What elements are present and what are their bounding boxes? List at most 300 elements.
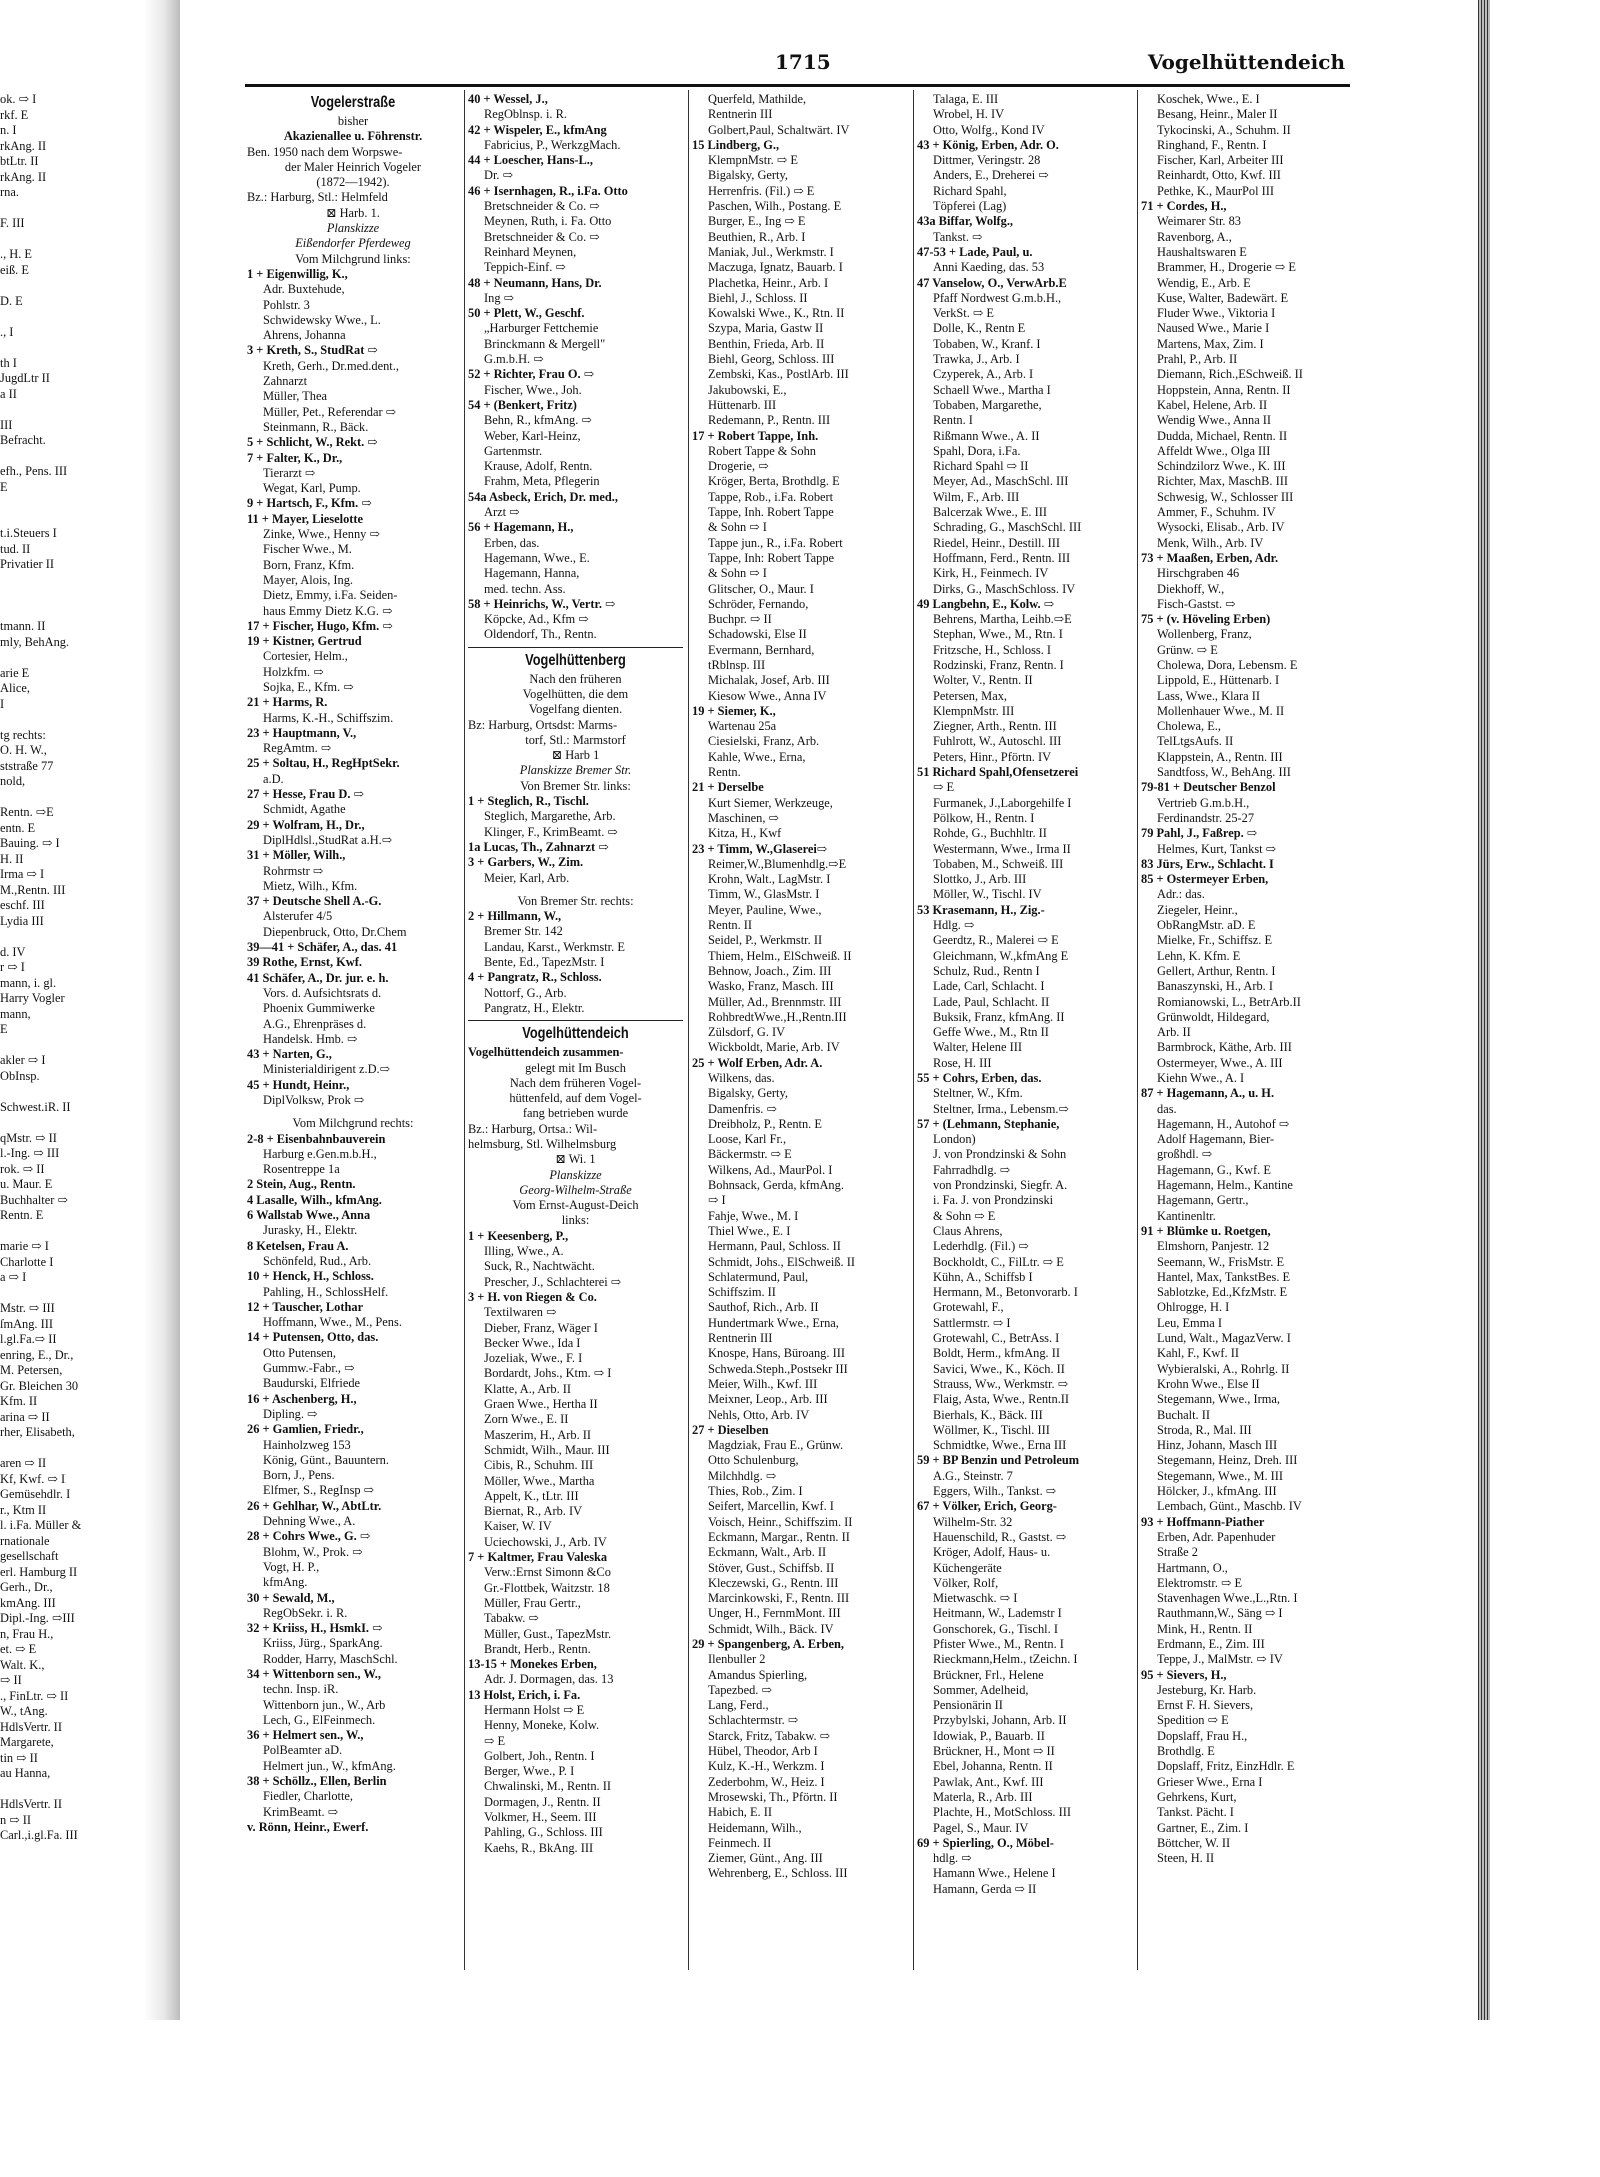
- entry-line: Hainholzweg 153: [263, 1437, 351, 1452]
- fragment-line: Bauing. ⇨ I: [0, 836, 60, 850]
- fragment-line: [0, 573, 95, 589]
- entry-line: Tankst. ⇨: [933, 229, 983, 244]
- house-number-entry: 7 + Kaltmer, Frau Valeska: [468, 1550, 608, 1565]
- fragment-line: rkf. E: [0, 107, 29, 122]
- column-5: [1141, 92, 1353, 1972]
- street-note: Vom Ernst-August-Deich: [512, 1198, 639, 1213]
- entry-line: Ohlrogge, H. I: [1157, 1300, 1230, 1315]
- entry-line: KlempnMstr. III: [933, 703, 1015, 718]
- entry-line: Kröger, Berta, Brothdlg. E: [708, 474, 840, 489]
- entry-line: Meier, Karl, Arb.: [484, 870, 570, 885]
- fragment-line: btLtr. II: [0, 154, 39, 168]
- street-note: torf, Stl.: Marmstorf: [525, 732, 626, 747]
- entry-line: Wegat, Karl, Pump.: [263, 481, 361, 496]
- entry-line: Savici, Wwe., K., Köch. II: [933, 1361, 1065, 1376]
- entry-line: Ebel, Johanna, Rentn. II: [933, 1759, 1053, 1774]
- house-number-entry: 26 + Gehlhar, W., AbtLtr.: [247, 1498, 382, 1513]
- column-divider: [464, 90, 465, 1970]
- fragment-line: [0, 232, 95, 248]
- entry-line: Zülsdorf, G. IV: [708, 1025, 786, 1040]
- entry-line: Klappstein, A., Rentn. III: [1157, 749, 1283, 764]
- entry-line: Ostermeyer, Wwe., A. III: [1157, 1055, 1283, 1070]
- entry-line: Biehl, J., Schloss. II: [708, 290, 808, 305]
- house-number-entry: 43 + Narten, G.,: [247, 1047, 332, 1062]
- entry-line: Fuhlrott, W., Autoschl. III: [933, 734, 1062, 749]
- entry-line: Bigalsky, Gerty,: [708, 1086, 788, 1101]
- entry-line: Menk, Wilh., Arb. IV: [1157, 535, 1264, 550]
- fragment-line: Mstr. ⇨ III: [0, 1301, 55, 1315]
- fragment-line: n, Frau H.,: [0, 1626, 54, 1641]
- entry-line: Ministerialdirigent z.D.⇨: [263, 1062, 391, 1077]
- entry-line: Wilm, F., Arb. III: [933, 489, 1020, 504]
- fragment-line: [0, 511, 95, 527]
- entry-line: Amandus Spierling,: [708, 1667, 808, 1682]
- fragment-line: l.-Ing. ⇨ III: [0, 1146, 60, 1160]
- entry-line: Weber, Karl-Heinz,: [484, 428, 581, 443]
- house-number-entry: 49 Langbehn, E., Kolw. ⇨: [917, 596, 1055, 611]
- entry-line: Zinke, Wwe., Henny ⇨: [263, 527, 380, 542]
- entry-line: Heitmann, W., Lademstr I: [933, 1606, 1062, 1621]
- fragment-line: Kfm. II: [0, 1394, 38, 1408]
- entry-line: Harms, K.-H., Schiffszim.: [263, 710, 394, 725]
- entry-line: Hagemann, Helm., Kantine: [1157, 1178, 1293, 1193]
- entry-line: Stavenhagen Wwe.,L.,Rtn. I: [1157, 1591, 1298, 1606]
- entry-line: Paschen, Wilh., Postang. E: [708, 199, 842, 214]
- street-note: Planskizze: [549, 1167, 602, 1182]
- entry-line: techn. Insp. iR.: [263, 1682, 339, 1697]
- fragment-line: Dipl.-Ing. ⇨III: [0, 1611, 75, 1625]
- house-number-entry: 53 Krasemann, H., Zig.-: [917, 902, 1045, 917]
- entry-line: Tabakw. ⇨: [484, 1611, 539, 1626]
- entry-line: Tykocinski, A., Schuhm. II: [1157, 122, 1291, 137]
- entry-line: Hoffmann, Wwe., M., Pens.: [263, 1315, 402, 1330]
- fragment-line: Gemüsehdlr. I: [0, 1487, 71, 1501]
- entry-line: Wrobel, H. IV: [933, 107, 1005, 122]
- house-number-entry: 71 + Cordes, H.,: [1141, 199, 1227, 214]
- entry-line: Tobaben, Margarethe,: [933, 397, 1042, 412]
- house-number-entry: 4 Lasalle, Wilh., kfmAng.: [247, 1192, 382, 1207]
- entry-line: Brinckmann & Mergell": [484, 336, 606, 351]
- fragment-line: eschf. III: [0, 898, 45, 912]
- entry-line: Hoffmann, Ferd., Rentn. III: [933, 550, 1071, 565]
- entry-line: Tapezbed. ⇨: [708, 1682, 772, 1697]
- entry-line: Flaig, Asta, Wwe., Rentn.II: [933, 1392, 1070, 1407]
- entry-line: Möller, W., Tischl. IV: [933, 887, 1042, 902]
- entry-line: Born, Franz, Kfm.: [263, 557, 355, 572]
- fragment-line: ok. ⇨ I: [0, 92, 37, 106]
- fragment-line: qMstr. ⇨ II: [0, 1130, 57, 1145]
- entry-line: Querfeld, Mathilde,: [708, 92, 807, 106]
- entry-line: Pohlstr. 3: [263, 297, 310, 312]
- fragment-line: M. Petersen,: [0, 1363, 63, 1377]
- entry-line: Dehning Wwe., A.: [263, 1514, 356, 1529]
- entry-line: Tierarzt ⇨: [263, 465, 316, 480]
- entry-line: Rauthmann,W., Säng ⇨ I: [1157, 1606, 1283, 1621]
- entry-line: DiplVolksw, Prok ⇨: [263, 1093, 365, 1107]
- entry-line: Kühn, A., Schiffsb I: [933, 1269, 1033, 1284]
- house-number-entry: 46 + Isernhagen, R., i.Fa. Otto: [468, 183, 628, 198]
- street-note: Eißendorfer Pferdeweg: [295, 236, 411, 251]
- entry-line: Hübel, Theodor, Arb I: [708, 1744, 818, 1759]
- entry-line: Möller, Wwe., Martha: [484, 1473, 595, 1488]
- entry-line: Sommer, Adelheid,: [933, 1682, 1029, 1697]
- entry-line: a.D.: [263, 771, 284, 786]
- entry-line: von Prondzinski, Siegfr. A.: [933, 1178, 1068, 1193]
- entry-line: Spedition ⇨ E: [1157, 1713, 1229, 1728]
- entry-line: & Sohn ⇨ I: [708, 566, 767, 581]
- house-number-entry: 19 + Kistner, Gertrud: [247, 634, 362, 649]
- street-note: fang betrieben wurde: [522, 1106, 629, 1121]
- entry-line: Fritzsche, H., Schloss. I: [933, 642, 1052, 657]
- entry-line: Walter, Helene III: [933, 1040, 1022, 1055]
- entry-line: J. von Prondzinski & Sohn: [933, 1147, 1067, 1162]
- entry-line: Appelt, K., tLtr. III: [484, 1488, 579, 1503]
- house-number-entry: 83 Jürs, Erw., Schlacht. I: [1141, 856, 1274, 871]
- spacer: [247, 1108, 459, 1116]
- entry-line: Fabricius, P., WerkzgMach.: [484, 137, 621, 152]
- entry-line: Steltner, Irma., Lebensm.⇨: [933, 1101, 1069, 1116]
- house-number-entry: 23 + Timm, W.,Glaserei⇨: [692, 841, 828, 856]
- entry-line: Steltner, W., Kfm.: [933, 1086, 1023, 1101]
- street-note: ⊠ Harb. 1.: [326, 205, 380, 220]
- entry-line: Ilenbuller 2: [708, 1652, 766, 1667]
- column-3: [692, 92, 908, 1972]
- entry-line: Anni Kaeding, das. 53: [933, 260, 1045, 275]
- fragment-line: F. III: [0, 216, 25, 230]
- fragment-line: l. i.Fa. Müller &: [0, 1518, 82, 1532]
- entry-line: Pahling, G., Schloss. III: [484, 1825, 603, 1840]
- entry-line: Gartner, E., Zim. I: [1157, 1820, 1249, 1835]
- entry-line: TelLtgsAufs. II: [1157, 734, 1234, 749]
- house-number-entry: 6 Wallstab Wwe., Anna: [247, 1208, 371, 1223]
- house-number-entry: 4 + Pangratz, R., Schloss.: [468, 970, 602, 985]
- entry-line: Steen, H. II: [1157, 1851, 1215, 1866]
- fragment-line: [0, 1084, 95, 1100]
- entry-line: Hirschgraben 46: [1157, 566, 1240, 581]
- entry-line: Hölcker, J., kfmAng. III: [1157, 1484, 1277, 1499]
- entry-line: Naused Wwe., Marie I: [1157, 321, 1270, 336]
- entry-line: kfmAng.: [263, 1575, 308, 1590]
- house-number-entry: 43a Biffar, Wolfg.,: [917, 214, 1014, 229]
- fragment-line: [0, 402, 95, 418]
- fragment-line: [0, 495, 95, 511]
- house-number-entry: 28 + Cohrs Wwe., G. ⇨: [247, 1529, 371, 1544]
- fragment-line: eiß. E: [0, 262, 29, 277]
- entry-line: Phoenix Gummiwerke: [263, 1001, 375, 1016]
- fragment-line: tg rechts:: [0, 727, 46, 742]
- house-number-entry: 14 + Putensen, Otto, das.: [247, 1330, 379, 1345]
- entry-line: Kulz, K.-H., Werkzm. I: [708, 1759, 825, 1774]
- fragment-line: [0, 1286, 95, 1302]
- fragment-line: M.,Rentn. III: [0, 882, 66, 897]
- fragment-line: arina ⇨ II: [0, 1409, 50, 1424]
- entry-line: Cibis, R., Schuhm. III: [484, 1458, 594, 1473]
- entry-line: Thies, Rob., Zim. I: [708, 1484, 803, 1499]
- fragment-line: rher, Elisabeth,: [0, 1425, 75, 1439]
- entry-line: Wartenau 25a: [708, 719, 777, 734]
- entry-line: Buchalt. II: [1157, 1407, 1210, 1422]
- entry-line: Rentn. I: [933, 413, 973, 428]
- house-number-entry: 3 + Garbers, W., Zim.: [468, 855, 584, 870]
- entry-line: Geerdtz, R., Malerei ⇨ E: [933, 933, 1059, 948]
- entry-line: Eckmann, Walt., Arb. II: [708, 1545, 827, 1560]
- entry-line: RegAmtm. ⇨: [263, 741, 332, 756]
- entry-line: Claus Ahrens,: [933, 1223, 1003, 1238]
- entry-line: Eckmann, Margar., Rentn. II: [708, 1529, 850, 1544]
- entry-line: Sojka, E., Kfm. ⇨: [263, 679, 354, 694]
- entry-line: Hauenschild, R., Gastst. ⇨: [933, 1529, 1067, 1544]
- entry-line: Hagemann, Hanna,: [484, 566, 580, 581]
- fragment-line: marie ⇨ I: [0, 1239, 49, 1253]
- entry-line: Tappe, Inh: Robert Tappe: [708, 550, 835, 565]
- entry-line: ⇨ E: [933, 780, 955, 795]
- house-number-entry: v. Rönn, Heinr., Ewerf.: [247, 1819, 369, 1834]
- house-number-entry: 79-81 + Deutscher Benzol: [1141, 780, 1276, 795]
- entry-line: VerkSt. ⇨ E: [933, 306, 994, 321]
- entry-line: Graen Wwe., Hertha II: [484, 1397, 598, 1412]
- entry-line: Wendig, E., Arb. E: [1157, 275, 1251, 290]
- entry-line: Wasko, Franz, Masch. III: [708, 979, 834, 994]
- entry-line: Robert Tappe & Sohn: [708, 443, 816, 458]
- entry-line: Czyperek, A., Arb. I: [933, 367, 1034, 382]
- entry-line: Rieckmann,Helm., tZeichn. I: [933, 1652, 1078, 1667]
- entry-line: Bretschneider & Co. ⇨: [484, 229, 600, 244]
- entry-line: Rentnerin III: [708, 107, 773, 122]
- entry-line: KlempnMstr. ⇨ E: [708, 153, 798, 168]
- entry-line: Rodzinski, Franz, Rentn. I: [933, 657, 1064, 672]
- entry-line: Bockholdt, C., FilLtr. ⇨ E: [933, 1254, 1064, 1269]
- entry-line: Adr.: das.: [1157, 887, 1205, 902]
- house-number-entry: 50 + Plett, W., Geschf.: [468, 306, 585, 321]
- entry-line: Volkmer, H., Seem. III: [484, 1810, 597, 1825]
- entry-line: Habich, E. II: [708, 1805, 772, 1820]
- street-note: Vogelhütten, die dem: [522, 686, 629, 701]
- entry-line: Dolle, K., Rentn E: [933, 321, 1026, 336]
- entry-line: Leu, Emma I: [1157, 1315, 1223, 1330]
- entry-line: Wollenberg, Franz,: [1157, 627, 1252, 642]
- fragment-line: HdlsVertr. II: [0, 1797, 62, 1811]
- entry-line: Sandtfoss, W., BehAng. III: [1157, 765, 1291, 780]
- entry-line: Dirks, G., MaschSchloss. IV: [933, 581, 1076, 596]
- entry-line: König, Günt., Bauuntern.: [263, 1452, 389, 1467]
- column-2: [468, 92, 683, 1972]
- header-rule: [245, 84, 1350, 87]
- entry-line: Böttcher, W. II: [1157, 1835, 1231, 1850]
- page-header: [245, 48, 1345, 82]
- entry-line: hdlg. ⇨: [933, 1851, 972, 1866]
- entry-line: Adr. J. Dormagen, das. 13: [484, 1672, 614, 1687]
- entry-line: Behnow, Joach., Zim. III: [708, 963, 832, 978]
- fragment-line: Befracht.: [0, 433, 46, 447]
- entry-line: Tappe jun., R., i.Fa. Robert: [708, 535, 843, 550]
- entry-line: Stegemann, Wwe., Irma,: [1157, 1392, 1280, 1407]
- column-4: [917, 92, 1132, 1972]
- entry-line: London): [933, 1132, 976, 1147]
- entry-line: Materla, R., Arb. III: [933, 1789, 1033, 1804]
- entry-line: Schlatermund, Paul,: [708, 1269, 809, 1284]
- entry-line: Wittenborn jun., W., Arb: [263, 1697, 386, 1712]
- entry-line: Hermann Holst ⇨ E: [484, 1702, 585, 1717]
- entry-line: Drogerie, ⇨: [708, 459, 769, 474]
- entry-line: Pangratz, H., Elektr.: [484, 1000, 585, 1015]
- street-note: Vom Milchgrund links:: [295, 251, 411, 266]
- entry-line: Richard Spahl ⇨ II: [933, 459, 1029, 474]
- entry-line: Hdlg. ⇨: [933, 918, 975, 933]
- entry-line: Dieber, Franz, Wäger I: [484, 1320, 598, 1335]
- entry-line: haus Emmy Dietz K.G. ⇨: [263, 603, 393, 618]
- fragment-line: Gerh., Dr.,: [0, 1580, 53, 1594]
- street-note: ⊠ Wi. 1: [555, 1152, 596, 1167]
- entry-line: Talaga, E. III: [933, 92, 999, 106]
- entry-line: Benthin, Frieda, Arb. II: [708, 336, 825, 351]
- entry-line: Stegemann, Heinz, Dreh. III: [1157, 1453, 1298, 1468]
- fragment-line: [0, 309, 95, 325]
- entry-line: Trawka, J., Arb. I: [933, 352, 1020, 367]
- entry-line: Bretschneider & Co. ⇨: [484, 199, 600, 214]
- fragment-line: [0, 650, 95, 666]
- entry-line: Kaiser, W. IV: [484, 1519, 552, 1534]
- entry-line: Prahl, P., Arb. II: [1157, 352, 1238, 367]
- entry-line: Rosentreppe 1a: [263, 1162, 340, 1177]
- entry-line: Schlachtermstr. ⇨: [708, 1713, 799, 1728]
- entry-line: Meynen, Ruth, i. Fa. Otto: [484, 214, 612, 229]
- house-number-entry: 2-8 + Eisenbahnbauverein: [247, 1131, 386, 1146]
- entry-line: Dittmer, Veringstr. 28: [933, 153, 1041, 168]
- entry-line: Müller, Frau Gertr.,: [484, 1595, 581, 1610]
- entry-line: Hartmann, O.,: [1157, 1560, 1228, 1575]
- entry-line: Blohm, W., Prok. ⇨: [263, 1544, 363, 1559]
- entry-line: Kurt Siemer, Werkzeuge,: [708, 795, 833, 810]
- entry-line: Wendig Wwe., Anna II: [1157, 413, 1272, 428]
- fragment-line: O. H. W.,: [0, 743, 47, 757]
- house-number-entry: 29 + Wolfram, H., Dr.,: [247, 817, 365, 832]
- fragment-line: rnationale: [0, 1533, 50, 1548]
- entry-line: Maczuga, Ignatz, Bauarb. I: [708, 260, 843, 275]
- entry-line: Müller, Ad., Brennmstr. III: [708, 994, 842, 1009]
- entry-line: Hamann, Gerda ⇨ II: [933, 1881, 1037, 1896]
- fragment-line: n ⇨ II: [0, 1812, 32, 1827]
- entry-line: Cortesier, Helm.,: [263, 649, 348, 664]
- entry-line: Uciechowski, J., Arb. IV: [484, 1534, 607, 1549]
- entry-line: Ing ⇨: [484, 290, 514, 305]
- entry-line: Westermann, Wwe., Irma II: [933, 841, 1071, 856]
- fragment-line: Irma ⇨ I: [0, 867, 45, 881]
- entry-line: Kreth, Gerh., Dr.med.dent.,: [263, 358, 399, 373]
- entry-line: Lund, Walt., MagazVerw. I: [1157, 1331, 1291, 1346]
- entry-line: Pahling, H., SchlossHelf.: [263, 1284, 389, 1299]
- fragment-line: gesellschaft: [0, 1549, 59, 1563]
- column-divider: [688, 90, 689, 1970]
- fragment-line: ſmAng. III: [0, 1316, 53, 1331]
- entry-line: Mollenhauer Wwe., M. II: [1157, 703, 1285, 718]
- entry-line: Meyer, Ad., MaschSchl. III: [933, 474, 1069, 489]
- entry-line: Strauss, Ww., Werkmstr. ⇨: [933, 1376, 1069, 1391]
- entry-line: Brammer, H., Drogerie ⇨ E: [1157, 260, 1296, 275]
- column-divider: [1137, 90, 1138, 1970]
- fragment-line: r., Ktm II: [0, 1502, 47, 1517]
- fragment-line: ., FinLtr. ⇨ II: [0, 1688, 69, 1703]
- street-note: ⊠ Harb 1: [551, 748, 600, 763]
- fragment-line: Privatier II: [0, 557, 55, 571]
- entry-line: Ammer, F., Schuhm. IV: [1157, 505, 1276, 520]
- house-number-entry: 69 + Spierling, O., Möbel-: [917, 1835, 1054, 1850]
- entry-line: Grotewahl, C., BetrAss. I: [933, 1331, 1060, 1346]
- entry-line: Idowiak, P., Bauarb. II: [933, 1728, 1045, 1743]
- entry-line: Hermann, M., Betonvorarb. I: [933, 1285, 1078, 1300]
- entry-line: Glitscher, O., Maur. I: [708, 581, 814, 596]
- house-number-entry: 8 Ketelsen, Frau A.: [247, 1238, 349, 1253]
- entry-line: Wöllmer, K., Tischl. III: [933, 1422, 1050, 1437]
- entry-line: ⇨ E: [484, 1733, 506, 1748]
- entry-line: Zorn Wwe., E. II: [484, 1412, 569, 1427]
- entry-line: Grieser Wwe., Erna I: [1157, 1774, 1263, 1789]
- entry-line: Alsterufer 4/5: [263, 909, 333, 924]
- entry-line: Helmes, Kurt, Tankst ⇨: [1157, 841, 1277, 856]
- entry-line: Bz.: Harburg, Stl.: Helmfeld: [247, 190, 388, 205]
- entry-line: Kantinenltr.: [1157, 1208, 1216, 1223]
- house-number-entry: 57 + (Lehmann, Stephanie,: [917, 1116, 1060, 1131]
- entry-line: Hagemann, Gertr.,: [1157, 1193, 1249, 1208]
- house-number-entry: 3 + Kreth, S., StudRat ⇨: [247, 343, 378, 358]
- entry-line: Lade, Carl, Schlacht. I: [933, 979, 1045, 994]
- house-number-entry: 54a Asbeck, Erich, Dr. med.,: [468, 489, 618, 504]
- entry-line: Diekhoff, W.,: [1157, 581, 1225, 596]
- entry-line: Brückner, Frl., Helene: [933, 1667, 1044, 1682]
- entry-line: Rohde, G., Buchhltr. II: [933, 826, 1047, 841]
- spacer: [468, 886, 683, 894]
- entry-line: Ernst F. H. Sievers,: [1157, 1698, 1254, 1713]
- house-number-entry: 1 + Keesenberg, P.,: [468, 1228, 569, 1243]
- entry-line: Plachetka, Heinr., Arb. I: [708, 275, 829, 290]
- entry-line: Rohrmstr ⇨: [263, 863, 324, 878]
- entry-line: Schmidtke, Wwe., Erna III: [933, 1438, 1067, 1453]
- entry-line: Lederhdlg. (Fil.) ⇨: [933, 1239, 1029, 1254]
- entry-line: Cholewa, E.,: [1157, 719, 1222, 734]
- house-number-entry: 54 + (Benkert, Fritz): [468, 397, 577, 412]
- entry-line: Kahl, F., Kwf. II: [1157, 1346, 1239, 1361]
- entry-line: Erben, das.: [484, 535, 540, 550]
- fragment-line: r ⇨ I: [0, 960, 25, 974]
- entry-line: Gonschorek, G., Tischl. I: [933, 1621, 1058, 1636]
- entry-line: Arb. II: [1157, 1025, 1191, 1040]
- house-number-entry: 47 Vanselow, O., VerwArb.E: [917, 275, 1067, 290]
- house-number-entry: 16 + Aschenberg, H.,: [247, 1391, 357, 1406]
- entry-line: Prescher, J., Schlachterei ⇨: [484, 1274, 622, 1289]
- fragment-line: [0, 449, 95, 465]
- entry-line: Elektromstr. ⇨ E: [1157, 1575, 1243, 1590]
- street-note: (1872—1942).: [316, 175, 390, 190]
- entry-line: Meixner, Leop., Arb. III: [708, 1392, 828, 1407]
- entry-line: ObRangMstr. aD. E: [1157, 918, 1256, 933]
- fragment-line: [0, 201, 95, 217]
- entry-line: Fahrradhdlg. ⇨: [933, 1162, 1011, 1177]
- entry-line: Klatte, A., Arb. II: [484, 1381, 572, 1396]
- entry-line: Mielke, Fr., Schiffsz. E: [1157, 933, 1273, 948]
- fragment-line: Buchhalter ⇨: [0, 1192, 68, 1207]
- entry-line: Kabel, Helene, Arb. II: [1157, 397, 1268, 412]
- fragment-line: III: [0, 417, 13, 432]
- entry-line: Hagemann, G., Kwf. E: [1157, 1162, 1271, 1177]
- entry-line: großhdl. ⇨: [1157, 1147, 1213, 1162]
- fragment-line: E: [0, 479, 8, 494]
- fragment-line: JugdLtr II: [0, 371, 50, 385]
- house-number-entry: 55 + Cohrs, Erben, das.: [917, 1071, 1042, 1085]
- house-number-entry: 25 + Wolf Erben, Adr. A.: [692, 1055, 823, 1070]
- fragment-line: rkAng. II: [0, 169, 47, 184]
- entry-line: Slottko, J., Arb. III: [933, 872, 1027, 887]
- entry-line: Lembach, Günt., Maschb. IV: [1157, 1499, 1302, 1514]
- entry-line: Handelsk. Hmb. ⇨: [263, 1031, 358, 1046]
